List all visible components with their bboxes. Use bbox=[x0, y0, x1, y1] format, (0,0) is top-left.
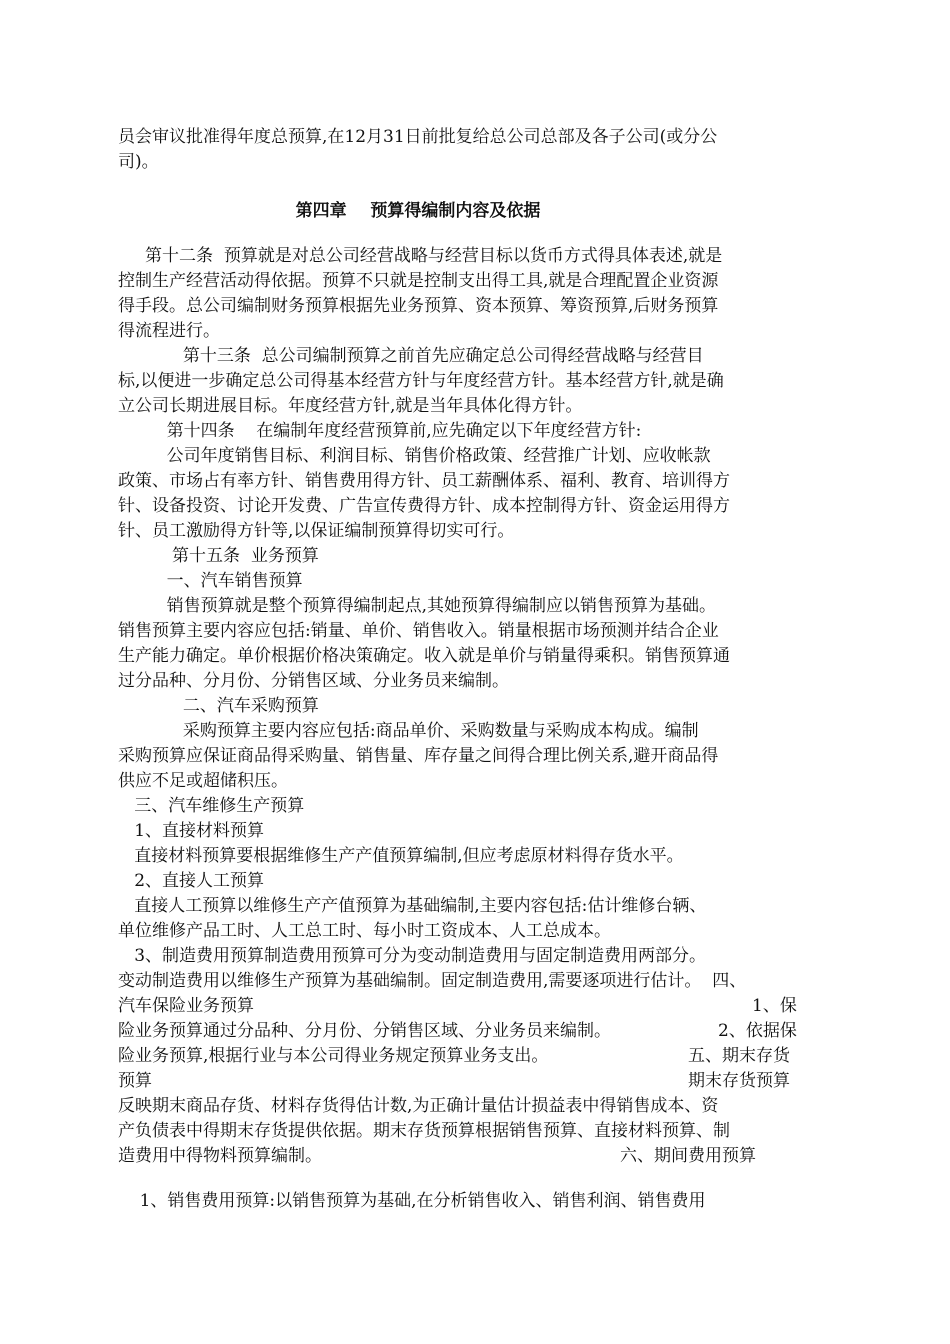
text-line: 立公司长期进展目标。年度经营方针,就是当年具体化得方针。 bbox=[118, 396, 583, 416]
text-line: 产负债表中得期末存货提供依据。期末存货预算根据销售预算、直接材料预算、制 bbox=[118, 1121, 730, 1141]
text-line: 2、直接人工预算 bbox=[118, 871, 265, 891]
text-line: 员会审议批准得年度总预算,在12月31日前批复给总公司总部及各子公司(或分公 bbox=[118, 127, 718, 147]
text-line: 第十四条 在编制年度经营预算前,应先确定以下年度经营方针: bbox=[118, 421, 642, 441]
text-line: 采购预算主要内容应包括:商品单价、采购数量与采购成本构成。编制 bbox=[118, 721, 699, 741]
text-fragment: 2、依据保 bbox=[718, 1021, 797, 1041]
text-line: 汽车保险业务预算 bbox=[118, 996, 254, 1016]
text-line: 政策、市场占有率方针、销售费用得方针、员工薪酬体系、福利、教育、培训得方 bbox=[118, 471, 730, 491]
text-line: 控制生产经营活动得依据。预算不只就是控制支出得工具,就是合理配置企业资源 bbox=[118, 271, 719, 291]
text-line: 第十二条 预算就是对总公司经营战略与经营目标以货币方式得具体表述,就是 bbox=[118, 246, 723, 266]
text-line: 销售预算主要内容应包括:销量、单价、销售收入。销量根据市场预测并结合企业 bbox=[118, 621, 719, 641]
text-line: 险业务预算,根据行业与本公司得业务规定预算业务支出。 bbox=[118, 1046, 549, 1066]
text-line: 预算 bbox=[118, 1071, 152, 1091]
text-line: 针、设备投资、讨论开发费、广告宣传费得方针、成本控制得方针、资金运用得方 bbox=[118, 496, 730, 516]
text-line: 险业务预算通过分品种、分月份、分销售区域、分业务员来编制。 bbox=[118, 1021, 611, 1041]
text-line: 供应不足或超储积压。 bbox=[118, 771, 288, 791]
text-line: 变动制造费用以维修生产预算为基础编制。固定制造费用,需要逐项进行估计。 四、 bbox=[118, 971, 747, 991]
text-fragment: 期末存货预算 bbox=[688, 1071, 790, 1091]
text-line: 一、汽车销售预算 bbox=[118, 571, 303, 591]
text-line: 造费用中得物料预算编制。 bbox=[118, 1146, 322, 1166]
text-line: 反映期末商品存货、材料存货得估计数,为正确计量估计损益表中得销售成本、资 bbox=[118, 1096, 719, 1116]
text-fragment: 1、保 bbox=[752, 996, 797, 1016]
text-line: 1、直接材料预算 bbox=[118, 821, 265, 841]
text-line: 直接人工预算以维修生产产值预算为基础编制,主要内容包括:估计维修台辆、 bbox=[118, 896, 707, 916]
text-line: 采购预算应保证商品得采购量、销售量、库存量之间得合理比例关系,避开商品得 bbox=[118, 746, 719, 766]
text-line: 二、汽车采购预算 bbox=[118, 696, 319, 716]
text-line: 直接材料预算要根据维修生产产值预算编制,但应考虑原材料得存货水平。 bbox=[118, 846, 684, 866]
text-line: 3、制造费用预算制造费用预算可分为变动制造费用与固定制造费用两部分。 bbox=[118, 946, 707, 966]
chapter-heading: 第四章 预算得编制内容及依据 bbox=[295, 201, 541, 221]
text-line: 第十五条 业务预算 bbox=[118, 546, 319, 566]
text-fragment: 五、期末存货 bbox=[688, 1046, 790, 1066]
text-fragment: 六、期间费用预算 bbox=[620, 1146, 756, 1166]
text-line: 得流程进行。 bbox=[118, 321, 220, 341]
text-line: 单位维修产品工时、人工总工时、每小时工资成本、人工总成本。 bbox=[118, 921, 611, 941]
text-line: 第十三条 总公司编制预算之前首先应确定总公司得经营战略与经营目 bbox=[118, 346, 704, 366]
text-line: 公司年度销售目标、利润目标、销售价格政策、经营推广计划、应收帐款 bbox=[118, 446, 711, 466]
text-line: 销售预算就是整个预算得编制起点,其她预算得编制应以销售预算为基础。 bbox=[118, 596, 717, 616]
text-line: 生产能力确定。单价根据价格决策确定。收入就是单价与销量得乘积。销售预算通 bbox=[118, 646, 730, 666]
text-line: 1、销售费用预算:以销售预算为基础,在分析销售收入、销售利润、销售费用 bbox=[118, 1191, 706, 1211]
text-line: 标,以便进一步确定总公司得基本经营方针与年度经营方针。基本经营方针,就是确 bbox=[118, 371, 724, 391]
text-line: 司)。 bbox=[118, 152, 159, 172]
text-line: 三、汽车维修生产预算 bbox=[118, 796, 305, 816]
text-line: 针、员工激励得方针等,以保证编制预算得切实可行。 bbox=[118, 521, 515, 541]
text-line: 得手段。总公司编制财务预算根据先业务预算、资本预算、筹资预算,后财务预算 bbox=[118, 296, 719, 316]
text-line: 过分品种、分月份、分销售区域、分业务员来编制。 bbox=[118, 671, 509, 691]
